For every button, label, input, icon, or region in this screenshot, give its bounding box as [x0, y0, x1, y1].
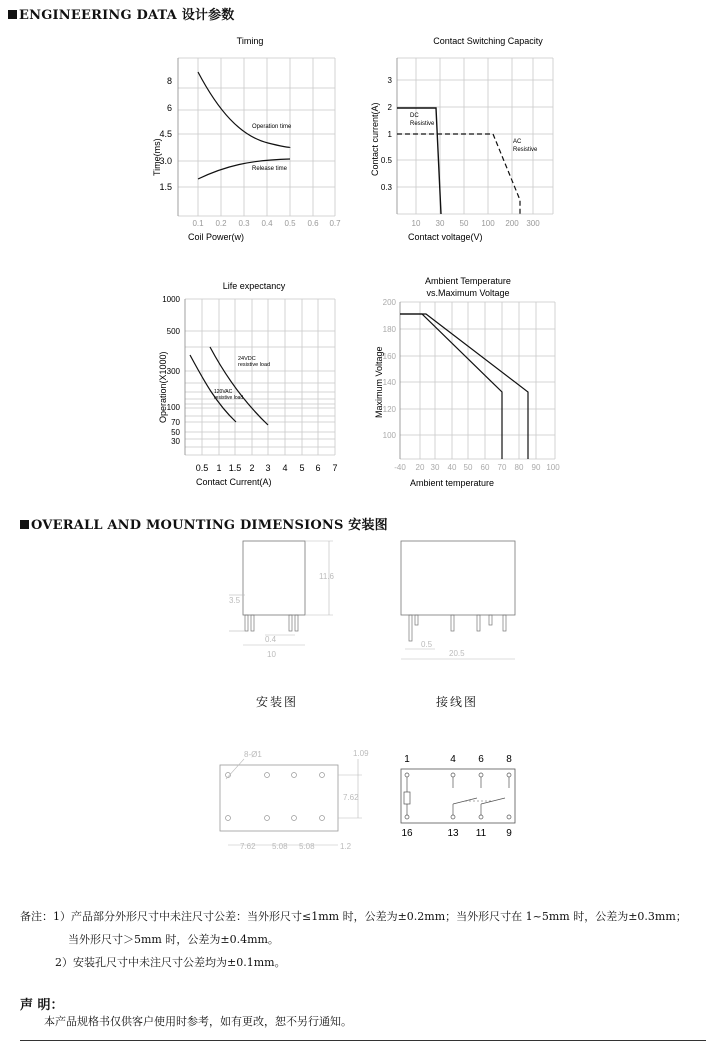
y-tick: 70: [171, 418, 180, 427]
x-tick: 80: [514, 463, 524, 472]
y-axis-label: Time(ms): [152, 138, 162, 176]
y-tick: 30: [171, 437, 180, 446]
y-tick: 2: [387, 103, 392, 112]
x-tick: 7: [332, 463, 338, 473]
ac-resistive-line: [397, 134, 520, 214]
pin-label: 1: [404, 754, 410, 765]
section-title-engineering: ENGINEERING DATA 设计参数: [8, 4, 235, 23]
chart-title: Contact Switching Capacity: [433, 36, 543, 46]
y-tick: 140: [382, 378, 396, 387]
series-label: resistive load: [214, 395, 244, 401]
dim-width: 10: [267, 650, 276, 659]
coil-symbol: [404, 792, 410, 804]
x-tick: 20: [415, 463, 425, 472]
note-line-3: 2）安装孔尺寸中未注尺寸公差均为±0.1mm。: [55, 956, 286, 969]
dim-width-front: 20.5: [449, 649, 465, 658]
declaration-text: 本产品规格书仅供客户使用时参考，如有更改，恕不另行通知。: [44, 1015, 352, 1028]
x-tick: 50: [459, 219, 469, 228]
x-tick: 5: [299, 463, 305, 473]
pin-dots: [405, 773, 511, 819]
y-tick: 180: [382, 325, 396, 334]
dim-pitch: 0.4: [265, 635, 277, 644]
x-tick: 10: [411, 219, 421, 228]
curve-b: [400, 314, 528, 459]
x-tick: 0.2: [215, 219, 227, 228]
dim-top: 1.09: [353, 749, 369, 758]
x-tick: 40: [447, 463, 457, 472]
y-tick: 3.0: [159, 156, 172, 166]
section-title-overall: OVERALL AND MOUNTING DIMENSIONS 安装图: [20, 514, 388, 533]
wiring-diagram: [395, 748, 525, 848]
y-tick: 500: [166, 327, 180, 336]
x-tick: 2: [249, 463, 255, 473]
y-tick: 6: [166, 103, 172, 113]
x-tick: 0.4: [261, 219, 273, 228]
dim-holes: 8-Ø1: [244, 750, 262, 759]
chart-title: Ambient Temperature: [425, 276, 511, 286]
y-axis-label: Contact current(A): [370, 102, 380, 176]
dim-d1: 7.62: [240, 842, 256, 851]
x-tick: 100: [546, 463, 560, 472]
pin-label: 16: [401, 828, 413, 839]
x-tick: 30: [435, 219, 445, 228]
mounting-holes: [226, 773, 325, 821]
chart-title: vs.Maximum Voltage: [426, 288, 510, 298]
x-tick: 1.5: [228, 463, 242, 473]
x-tick: 0.1: [192, 219, 204, 228]
dim-d4: 1.2: [340, 842, 352, 851]
dim-pin: 3.5: [229, 596, 241, 605]
x-tick: 70: [497, 463, 507, 472]
y-tick: 100: [166, 403, 180, 412]
caption-wiring: 接线图: [436, 695, 479, 709]
x-tick: 200: [505, 219, 519, 228]
y-tick: 8: [166, 76, 172, 86]
y-tick: 4.5: [159, 129, 172, 139]
y-tick: 0.5: [380, 156, 392, 165]
declaration-title: 声 明：: [20, 998, 64, 1013]
curve-a: [400, 314, 502, 459]
front-view-drawing: [395, 535, 525, 665]
pin-label: 6: [478, 754, 484, 765]
x-tick: 3: [265, 463, 271, 473]
dim-d3: 5.08: [299, 842, 315, 851]
x-tick: 50: [463, 463, 473, 472]
y-tick: 160: [382, 352, 396, 361]
x-tick: 1: [216, 463, 222, 473]
side-view-drawing: [215, 535, 345, 665]
series-label: resistive load: [238, 362, 271, 368]
dim-vert: 7.62: [343, 793, 359, 802]
timing-chart: [140, 30, 355, 250]
pin-label: 9: [506, 828, 512, 839]
x-tick: 30: [430, 463, 440, 472]
y-axis-label: Maximum Voltage: [374, 346, 384, 418]
pin-label: 4: [450, 754, 456, 765]
x-tick: 4: [282, 463, 288, 473]
x-tick: 6: [315, 463, 321, 473]
x-axis-label: Coil Power(w): [188, 232, 245, 242]
caption-mounting: 安装图: [256, 695, 299, 709]
y-tick: 3: [387, 76, 392, 85]
note-line-2: 当外形尺寸＞5mm 时，公差为±0.4mm。: [68, 933, 279, 946]
pin-label: 13: [447, 828, 459, 839]
x-axis-label: Ambient temperature: [410, 478, 495, 488]
series-label: 24VDC: [238, 356, 256, 362]
switching-capacity-chart: [368, 30, 568, 250]
x-tick: 0.7: [329, 219, 341, 228]
x-axis-label: Contact Current(A): [196, 477, 272, 487]
series-label: Operation time: [252, 124, 292, 130]
series-label: Resistive: [410, 121, 435, 127]
chart-title: Life expectancy: [222, 281, 286, 291]
x-tick: 0.3: [238, 219, 250, 228]
x-axis-label: Contact voltage(V): [408, 232, 483, 242]
footer-rule: [20, 1040, 706, 1041]
y-tick: 300: [166, 367, 180, 376]
series-label: Resistive: [513, 147, 538, 153]
series-label: 120VAC: [214, 389, 233, 395]
y-axis-label: Operation(X1000): [158, 351, 168, 423]
dim-pin-front: 0.5: [421, 640, 433, 649]
pcb-layout-drawing: [212, 745, 372, 855]
series-label: Release time: [252, 166, 288, 172]
x-tick: 0.6: [307, 219, 319, 228]
x-tick: 0.5: [284, 219, 296, 228]
x-tick: 90: [531, 463, 541, 472]
x-tick: 100: [481, 219, 495, 228]
dim-d2: 5.08: [272, 842, 288, 851]
y-tick: 1: [387, 130, 392, 139]
y-tick: 1000: [162, 295, 180, 304]
series-label: DC: [410, 113, 419, 119]
series-label: AC: [513, 139, 522, 145]
x-tick: 60: [480, 463, 490, 472]
life-expectancy-chart: [140, 277, 355, 492]
note-line-1: 备注：1）产品部分外形尺寸中未注尺寸公差：当外形尺寸≤1mm 时，公差为±0.2mm；当外形尺寸在 1~5mm 时，公差为±0.3mm；: [20, 910, 687, 923]
y-tick: 100: [382, 431, 396, 440]
pin-label: 11: [475, 828, 487, 839]
ambient-temperature-chart: [368, 272, 568, 492]
y-tick: 200: [382, 298, 396, 307]
chart-title: Timing: [236, 36, 264, 46]
x-tick: 0.5: [195, 463, 209, 473]
y-tick: 0.3: [380, 183, 392, 192]
dim-height: 11.6: [319, 572, 334, 581]
grid: [178, 58, 335, 216]
y-tick: 1.5: [159, 182, 172, 192]
x-tick: -40: [394, 463, 406, 472]
y-tick: 120: [382, 405, 396, 414]
x-tick: 300: [526, 219, 540, 228]
y-tick: 50: [171, 428, 180, 437]
pin-label: 8: [506, 754, 512, 765]
